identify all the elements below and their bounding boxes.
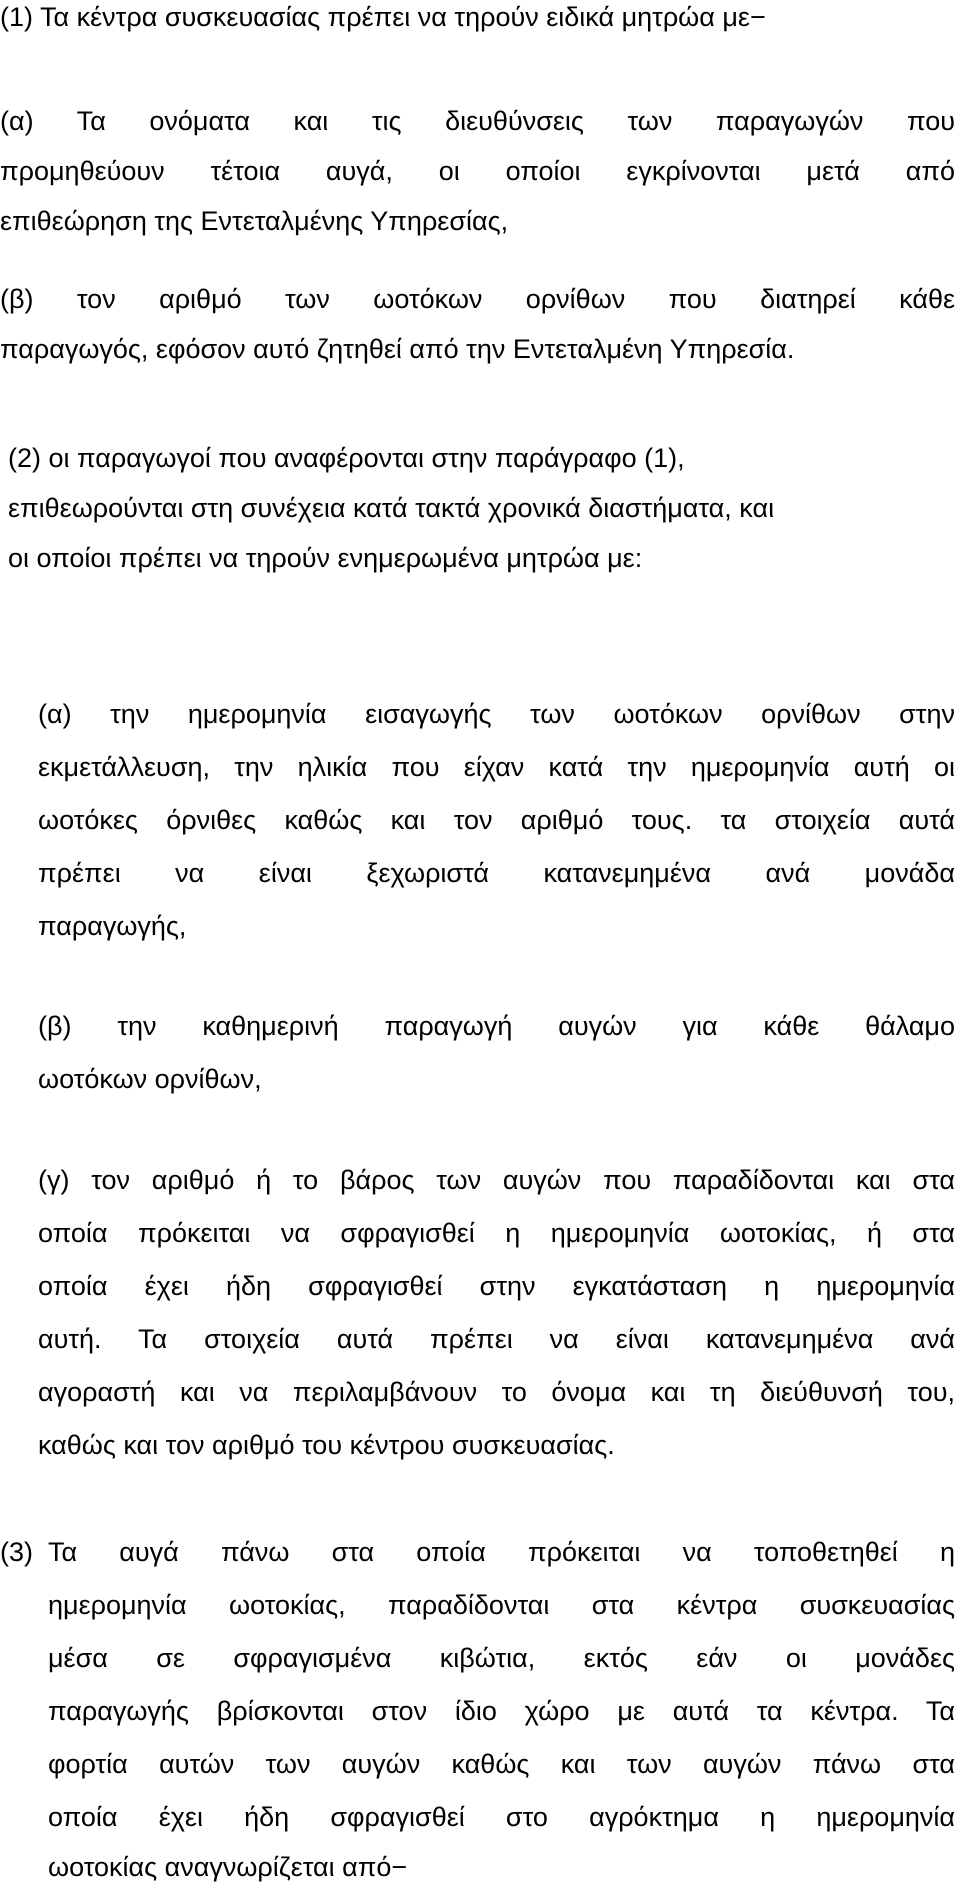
paragraph-2-item-c-line-4: αυτή. Τα στοιχεία αυτά πρέπει να είναι κατανεμημένα ανά xyxy=(38,1324,955,1354)
paragraph-2-item-a-line-2: εκμετάλλευση, την ηλικία που είχαν κατά την ημερομηνία αυτή οι xyxy=(38,752,955,782)
paragraph-2-item-b-line-2: ωοτόκων ορνίθων, xyxy=(38,1064,262,1094)
paragraph-1-item-b-line-1: (β) τον αριθμό των ωοτόκων ορνίθων που διατηρεί κάθε xyxy=(0,284,955,314)
paragraph-2-item-c-line-1: (γ) τον αριθμό ή το βάρος των αυγών που παραδίδονται και στα xyxy=(38,1165,955,1195)
paragraph-2-item-b-line-1: (β) την καθημερινή παραγωγή αυγών για κάθε θάλαμο xyxy=(38,1011,955,1041)
paragraph-2-item-c-line-5: αγοραστή και να περιλαμβάνουν το όνομα και τη διεύθυνσή του, xyxy=(38,1377,955,1407)
paragraph-2-item-c-line-2: οποία πρόκειται να σφραγισθεί η ημερομηνία ωοτοκίας, ή στα xyxy=(38,1218,955,1248)
paragraph-3-line-4: παραγωγής βρίσκονται στον ίδιο χώρο με αυτά τα κέντρα. Τα xyxy=(48,1696,955,1726)
paragraph-2-item-a-line-1: (α) την ημερομηνία εισαγωγής των ωοτόκων ορνίθων στην xyxy=(38,699,955,729)
paragraph-2-line-1: (2) οι παραγωγοί που αναφέρονται στην παράγραφο (1), xyxy=(8,443,685,473)
paragraph-2-item-c-line-3: οποία έχει ήδη σφραγισθεί στην εγκατάσταση η ημερομηνία xyxy=(38,1271,955,1301)
paragraph-2-item-c-line-6: καθώς και τον αριθμό του κέντρου συσκευασίας. xyxy=(38,1430,615,1460)
paragraph-1-item-a-line-1: (α) Τα ονόματα και τις διευθύνσεις των παραγωγών που xyxy=(0,106,955,136)
paragraph-2-line-3: οι οποίοι πρέπει να τηρούν ενημερωμένα μητρώα με: xyxy=(8,543,643,573)
paragraph-2-item-a-line-5: παραγωγής, xyxy=(38,911,187,941)
paragraph-2-line-2: επιθεωρούνται στη συνέχεια κατά τακτά χρονικά διαστήματα, και xyxy=(8,493,775,523)
paragraph-3-line-1: Τα αυγά πάνω στα οποία πρόκειται να τοποθετηθεί η xyxy=(48,1537,955,1567)
paragraph-3-line-6: οποία έχει ήδη σφραγισθεί στο αγρόκτημα η ημερομηνία xyxy=(48,1802,955,1832)
paragraph-2-item-a-line-4: πρέπει να είναι ξεχωριστά κατανεμημένα ανά μονάδα xyxy=(38,858,955,888)
paragraph-3-line-7: ωοτοκίας αναγνωρίζεται από− xyxy=(48,1852,408,1882)
paragraph-1-item-a-line-3: επιθεώρηση της Εντεταλμένης Υπηρεσίας, xyxy=(0,206,509,236)
paragraph-3-number: (3) xyxy=(0,1537,33,1567)
paragraph-3-line-3: μέσα σε σφραγισμένα κιβώτια, εκτός εάν οι μονάδες xyxy=(48,1643,955,1673)
paragraph-3-line-5: φορτία αυτών των αυγών καθώς και των αυγών πάνω στα xyxy=(48,1749,955,1779)
paragraph-1-item-b-line-2: παραγωγός, εφόσον αυτό ζητηθεί από την Εντεταλμένη Υπηρεσία. xyxy=(0,334,795,364)
paragraph-3-line-2: ημερομηνία ωοτοκίας, παραδίδονται στα κέντρα συσκευασίας xyxy=(48,1590,955,1620)
paragraph-1-heading: (1) Τα κέντρα συσκευασίας πρέπει να τηρούν ειδικά μητρώα με− xyxy=(0,2,766,32)
paragraph-1-item-a-line-2: προμηθεύουν τέτοια αυγά, οι οποίοι εγκρίνονται μετά από xyxy=(0,156,955,186)
paragraph-2-item-a-line-3: ωοτόκες όρνιθες καθώς και τον αριθμό τους. τα στοιχεία αυτά xyxy=(38,805,955,835)
